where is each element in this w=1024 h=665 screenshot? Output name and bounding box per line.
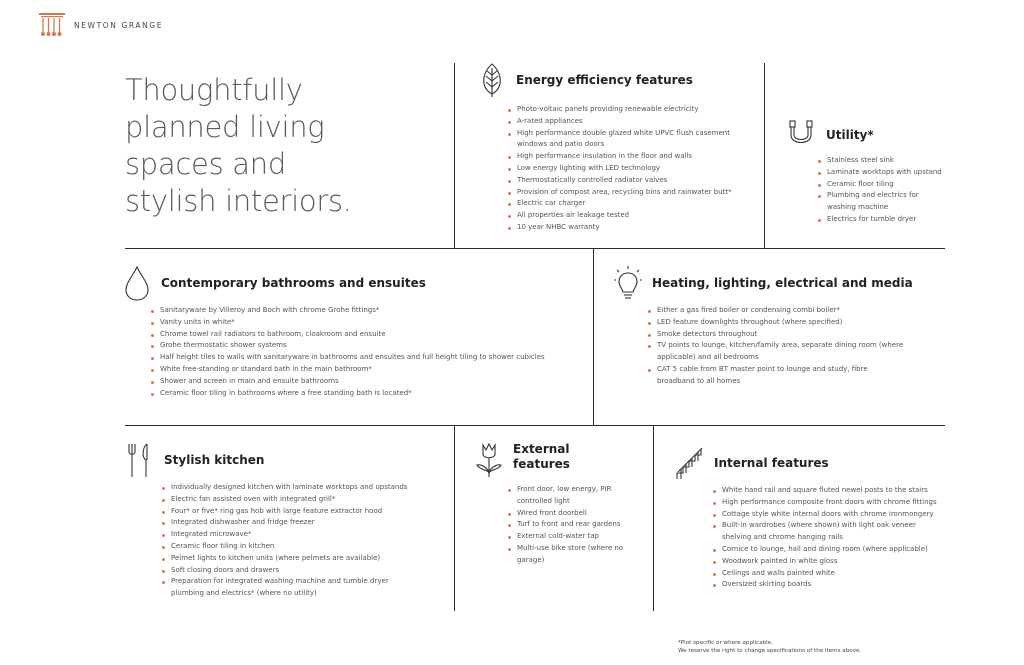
list-item: CAT 5 cable from BT master point to lounge and study, fibre broadband to all homes — [647, 364, 907, 388]
footnote — [678, 640, 861, 655]
brand — [38, 12, 163, 38]
list-item: External cold-water tap — [507, 531, 625, 543]
cutlery-icon — [125, 442, 155, 478]
list-item: White free-standing or standard bath in the main bathroom* — [150, 364, 570, 376]
list-item: Multi-use bike store (where no garage) — [507, 543, 625, 567]
divider — [125, 425, 945, 426]
list-item: Individually designed kitchen with laminate worktops and upstands — [161, 482, 421, 494]
list-item: Ceramic floor tiling — [817, 179, 945, 191]
divider — [454, 63, 455, 248]
page-title-line: planned living — [125, 110, 325, 144]
list-item: Thermostatically controlled radiator valves — [507, 175, 737, 187]
lightbulb-icon — [613, 265, 643, 301]
list-item: High performance composite front doors with chrome fittings — [712, 497, 947, 509]
list-item: Integrated dishwasher and fridge freezer — [161, 517, 421, 529]
kitchen-list — [161, 482, 421, 600]
list-item: Plumbing and electrics for washing machine — [817, 190, 945, 214]
list-item: LED feature downlights throughout (where specified) — [647, 317, 907, 329]
list-item: Ceilings and walls painted white — [712, 568, 947, 580]
external-section — [474, 442, 644, 567]
internal-title: Internal features — [714, 455, 829, 470]
list-item: Shower and screen in main and ensuite bathrooms — [150, 376, 570, 388]
energy-title: Energy efficiency features — [516, 72, 693, 87]
list-item: Built-in wardrobes (where shown) with light oak veneer shelving and chrome hanging rails — [712, 520, 947, 544]
heating-list — [647, 305, 907, 388]
heating-title: Heating, lighting, electrical and media — [652, 275, 913, 290]
list-item: Four* or five* ring gas hob with large feature extractor hood — [161, 506, 421, 518]
list-item: High performance insulation in the floor and walls — [507, 151, 737, 163]
list-item: Ceramic floor tiling in kitchen — [161, 541, 421, 553]
list-item: White hand rail and square fluted newel posts to the stairs — [712, 485, 947, 497]
leaf-icon — [477, 62, 507, 98]
divider — [593, 248, 594, 425]
tulip-icon — [474, 442, 504, 478]
divider — [653, 425, 654, 611]
internal-list — [712, 485, 947, 591]
footnote-line: We reserve the right to change specifications of the items above. — [678, 647, 862, 654]
external-title-line: External — [513, 442, 570, 456]
list-item: Cottage style white internal doors with chrome ironmongery — [712, 509, 947, 521]
internal-section — [675, 445, 955, 591]
list-item: Front door, low energy, PIR controlled light — [507, 484, 625, 508]
list-item: A-rated appliances — [507, 116, 737, 128]
list-item: Electric car charger — [507, 198, 737, 210]
kitchen-section — [125, 442, 435, 600]
list-item: Soft closing doors and drawers — [161, 565, 421, 577]
heating-section — [613, 265, 933, 388]
external-title-line: features — [513, 457, 570, 471]
staircase-icon — [675, 445, 705, 481]
list-item: Woodwork painted in white gloss — [712, 556, 947, 568]
list-item: Vanity units in white* — [150, 317, 570, 329]
utility-list — [817, 155, 945, 226]
list-item: Electric fan assisted oven with integrated grill* — [161, 494, 421, 506]
list-item: Stainless steel sink — [817, 155, 945, 167]
list-item: Oversized skirting boards — [712, 579, 947, 591]
list-item: Smoke detectors throughout — [647, 329, 907, 341]
page-title — [125, 72, 425, 220]
list-item: Turf to front and rear gardens — [507, 519, 625, 531]
bathrooms-title: Contemporary bathrooms and ensuites — [161, 275, 426, 290]
utility-section — [787, 117, 947, 226]
pipe-icon — [787, 117, 817, 153]
list-item: Chrome towel rail radiators to bathroom, cloakroom and ensuite — [150, 329, 570, 341]
energy-section — [477, 62, 747, 234]
list-item: Integrated microwave* — [161, 529, 421, 541]
brand-name: NEWTON GRANGE — [74, 20, 164, 30]
list-item: 10 year NHBC warranty — [507, 222, 737, 234]
list-item: Electrics for tumble dryer — [817, 214, 945, 226]
list-item: Grohe thermostatic shower systems — [150, 340, 570, 352]
energy-list — [507, 104, 737, 234]
utility-title: Utility* — [826, 127, 874, 142]
list-item: Low energy lighting with LED technology — [507, 163, 737, 175]
list-item: Pelmet lights to kitchen units (where pelmets are available) — [161, 553, 421, 565]
list-item: Photo-voltaic panels providing renewable electricity — [507, 104, 737, 116]
list-item: Provision of compost area, recycling bins and rainwater butt* — [507, 187, 737, 199]
water-drop-icon — [122, 265, 152, 301]
list-item: Either a gas fired boiler or condensing combi boiler* — [647, 305, 907, 317]
list-item: Half height tiles to walls with sanitaryware in bathrooms and ensuites and full height tiling to shower cubicles — [150, 352, 570, 364]
divider — [125, 248, 945, 249]
list-item: Cornice to lounge, hall and dining room (where applicable) — [712, 544, 947, 556]
list-item: High performance double glazed white UPVC flush casement windows and patio doors — [507, 128, 737, 152]
list-item: Wired front doorbell — [507, 508, 625, 520]
list-item: Laminate worktops with upstand — [817, 167, 945, 179]
divider — [454, 425, 455, 611]
brand-logo-icon — [38, 12, 66, 38]
list-item: All properties air leakage tested — [507, 210, 737, 222]
kitchen-title: Stylish kitchen — [164, 452, 265, 467]
footnote-line: *Plot specific or where applicable. — [678, 640, 773, 646]
divider — [764, 63, 765, 248]
external-list — [507, 484, 625, 567]
list-item: Preparation for integrated washing machine and tumble dryer plumbing and electrics* (where no utility) — [161, 576, 421, 600]
page-title-line: stylish interiors. — [125, 184, 352, 218]
bathrooms-list — [150, 305, 570, 399]
bathrooms-section — [122, 265, 572, 399]
list-item: Sanitaryware by Villeroy and Boch with chrome Grohe fittings* — [150, 305, 570, 317]
page-title-line: spaces and — [125, 147, 286, 181]
page-title-line: Thoughtfully — [125, 73, 303, 107]
list-item: TV points to lounge, kitchen/family area, separate dining room (where applicable) and all bedrooms — [647, 340, 907, 364]
list-item: Ceramic floor tiling in bathrooms where a free standing bath is located* — [150, 388, 570, 400]
